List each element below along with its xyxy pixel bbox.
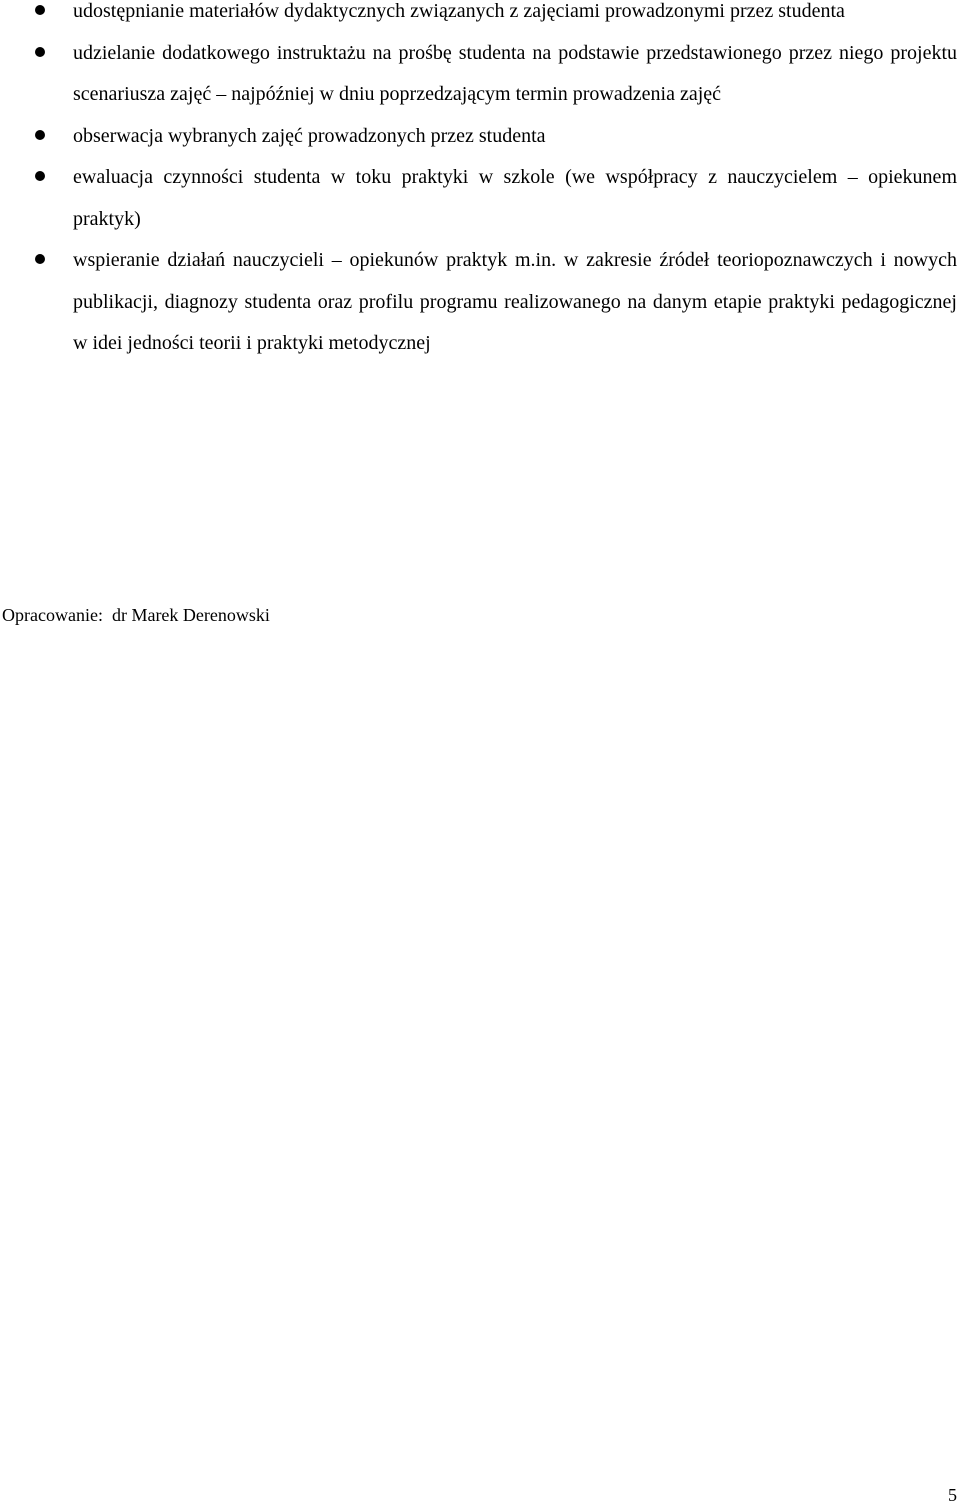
- list-item-text: wspieranie działań nauczycieli – opiekunów praktyk m.in. w zakresie źródeł teoriopoznawczych i nowych publikacji, diagnozy studenta oraz profilu programu realizowanego na danym etapie praktyki pedagogicznej w idei jedności teorii i praktyki metodycznej: [73, 249, 957, 354]
- list-item: [0, 116, 960, 158]
- list-item-text: ewaluacja czynności studenta w toku praktyki w szkole (we współpracy z nauczycielem – opiekunem praktyk): [73, 166, 957, 230]
- list-item-text: udostępnianie materiałów dydaktycznych związanych z zajęciami prowadzonymi przez studenta: [73, 0, 845, 22]
- list-item: [0, 157, 960, 240]
- bullet-icon: [35, 254, 45, 264]
- list-item: [0, 33, 960, 116]
- bullet-icon: [35, 171, 45, 181]
- bullet-icon: [35, 5, 45, 15]
- bullet-icon: [35, 47, 45, 57]
- author-name: dr Marek Derenowski: [111, 605, 270, 625]
- list-item: [0, 0, 960, 33]
- bullet-icon: [35, 130, 45, 140]
- list-item-text: obserwacja wybranych zajęć prowadzonych przez studenta: [73, 124, 546, 147]
- list-item: [0, 240, 960, 365]
- author-label: Opracowanie:: [2, 605, 103, 625]
- bullet-list: [0, 0, 960, 365]
- page-number: 5: [948, 1485, 957, 1505]
- list-item-text: udzielanie dodatkowego instruktażu na prośbę studenta na podstawie przedstawionego przez niego projektu scenariusza zajęć – najpóźniej w dniu poprzedzającym termin prowadzenia zajęć: [73, 41, 957, 105]
- author-line: [2, 603, 270, 627]
